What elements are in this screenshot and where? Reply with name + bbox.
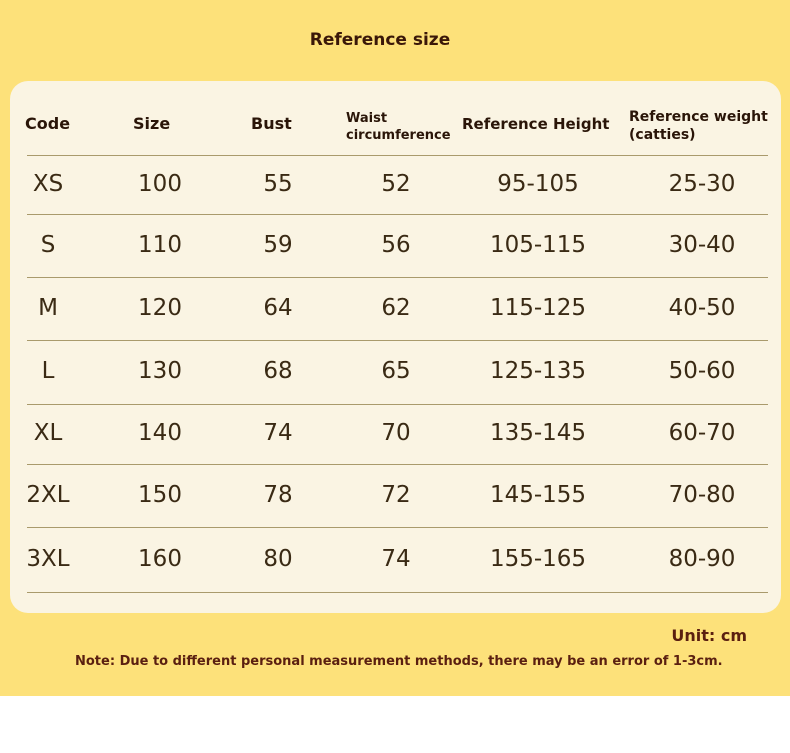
row-divider <box>27 277 768 278</box>
cell-code: M <box>38 294 58 321</box>
cell-bust: 68 <box>263 358 293 384</box>
cell-weight: 30-40 <box>668 231 736 258</box>
cell-size: 150 <box>138 481 182 508</box>
header-size: Size <box>133 114 171 133</box>
cell-weight: 40-50 <box>668 294 736 321</box>
cell-waist: 74 <box>381 545 411 572</box>
cell-size: 110 <box>138 231 182 258</box>
header-weight-line2: (catties) <box>629 127 696 143</box>
cell-height: 125-135 <box>489 358 587 384</box>
cell-waist: 52 <box>381 170 411 197</box>
header-code: Code <box>25 114 71 133</box>
cell-waist: 62 <box>381 294 411 321</box>
header-bust: Bust <box>251 114 292 133</box>
cell-height: 95-105 <box>497 170 579 197</box>
cell-waist: 56 <box>381 231 411 258</box>
header-waist-line1: Waist <box>346 111 388 126</box>
cell-size: 120 <box>138 294 182 321</box>
row-divider <box>27 464 768 465</box>
cell-weight: 70-80 <box>668 481 736 508</box>
header-weight-line1: Reference weight <box>629 109 768 125</box>
cell-weight: 80-90 <box>668 545 736 572</box>
cell-height: 115-125 <box>489 294 587 321</box>
cell-size: 100 <box>138 170 182 197</box>
cell-bust: 64 <box>263 294 293 321</box>
cell-bust: 74 <box>263 420 293 446</box>
cell-code: XS <box>32 170 64 197</box>
row-divider <box>27 340 768 341</box>
unit-label: Unit: cm <box>671 626 747 645</box>
cell-height: 135-145 <box>489 420 587 446</box>
header-waist <box>346 110 451 144</box>
cell-code: L <box>41 358 55 384</box>
cell-size: 140 <box>138 420 182 446</box>
cell-bust: 55 <box>263 170 293 197</box>
cell-bust: 59 <box>263 231 293 258</box>
cell-height: 145-155 <box>489 481 587 508</box>
cell-waist: 70 <box>381 420 411 446</box>
cell-waist: 72 <box>381 481 411 508</box>
measurement-note: Note: Due to different personal measurement methods, there may be an error of 1-3cm. <box>75 654 723 669</box>
cell-bust: 78 <box>263 481 293 508</box>
cell-weight: 50-60 <box>668 358 736 384</box>
header-waist-line2: circumference <box>346 128 451 143</box>
cell-code: 3XL <box>26 545 70 572</box>
header-height: Reference Height <box>462 115 610 133</box>
row-divider <box>27 155 768 156</box>
cell-code: 2XL <box>26 481 70 508</box>
row-divider <box>27 404 768 405</box>
cell-weight: 60-70 <box>668 420 736 446</box>
row-divider <box>27 592 768 593</box>
size-table-card <box>10 81 781 613</box>
cell-size: 130 <box>138 358 182 384</box>
header-weight <box>629 108 768 144</box>
page-title: Reference size <box>309 30 451 50</box>
row-divider <box>27 527 768 528</box>
cell-bust: 80 <box>263 545 293 572</box>
cell-code: S <box>40 231 56 258</box>
cell-height: 155-165 <box>489 545 587 572</box>
cell-height: 105-115 <box>489 231 587 258</box>
row-divider <box>27 214 768 215</box>
cell-weight: 25-30 <box>668 170 736 197</box>
cell-code: XL <box>33 420 63 446</box>
cell-size: 160 <box>138 545 182 572</box>
cell-waist: 65 <box>381 358 411 384</box>
